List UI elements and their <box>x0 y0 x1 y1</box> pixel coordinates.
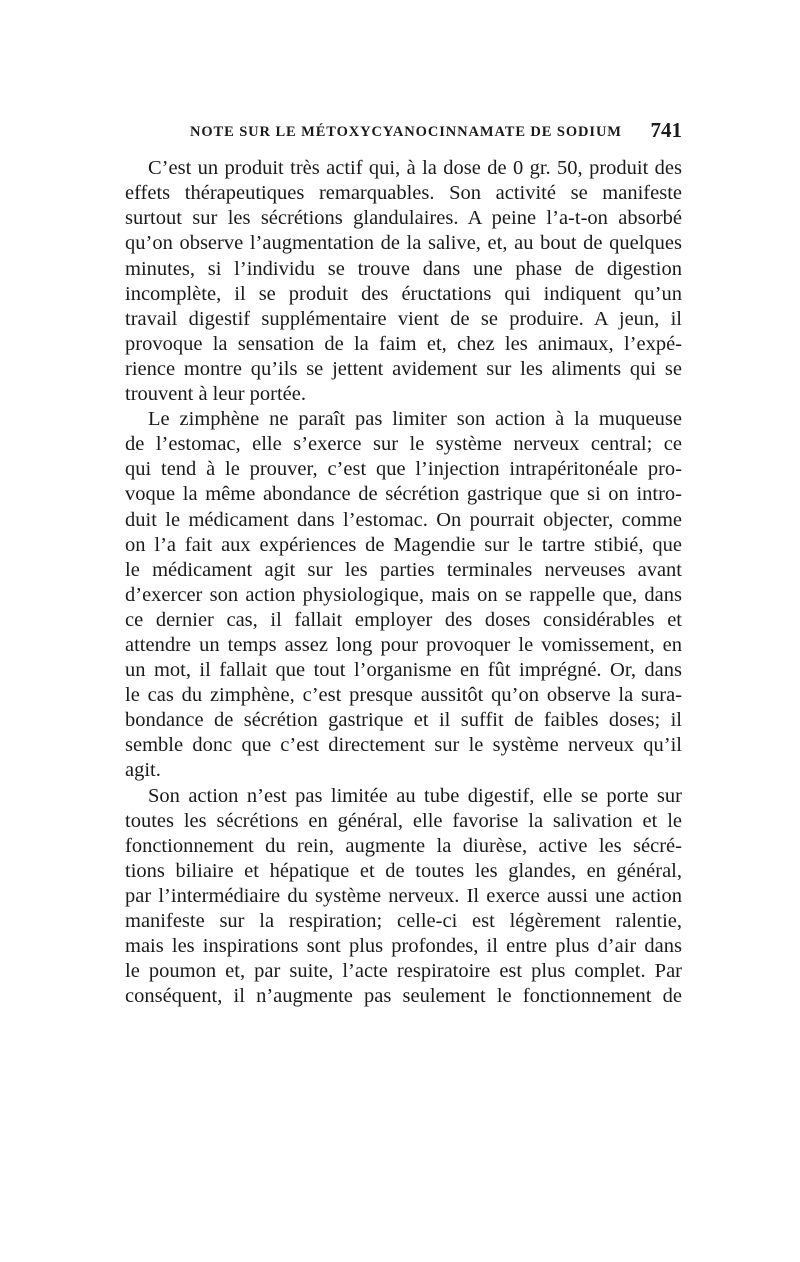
running-title: NOTE SUR LE MÉTOXYCYANOCINNAMATE DE SODIUM <box>190 124 622 140</box>
text-line: conséquent, il n’augmente pas seulement le fonctionnement de <box>125 985 682 1007</box>
text-line: toutes les sécrétions en général, elle favorise la salivation et le <box>125 810 682 832</box>
text-line: incomplète, il se produit des éructations qui indiquent qu’un <box>125 283 682 305</box>
text-line: agit. <box>125 759 161 781</box>
text-line: un mot, il fallait que tout l’organisme en fût imprégné. Or, dans <box>125 659 682 681</box>
text-line: ce dernier cas, il fallait employer des doses considérables et <box>125 609 682 631</box>
text-line: travail digestif supplémentaire vient de se produire. A jeun, il <box>125 308 682 330</box>
text-line: C’est un produit très actif qui, à la dose de 0 gr. 50, produit des <box>148 157 682 179</box>
page-number: 741 <box>650 118 682 142</box>
text-line: fonctionnement du rein, augmente la diurèse, active les sécré- <box>125 835 682 857</box>
text-line: qui tend à le prouver, c’est que l’injection intrapéritonéale pro- <box>125 458 682 480</box>
text-line: le médicament agit sur les parties terminales nerveuses avant <box>125 559 682 581</box>
text-line: attendre un temps assez long pour provoquer le vomissement, en <box>125 634 682 656</box>
text-line: effets thérapeutiques remarquables. Son activité se manifeste <box>125 182 682 204</box>
text-line: par l’intermédiaire du système nerveux. Il exerce aussi une action <box>125 885 682 907</box>
text-line: semble donc que c’est directement sur le système nerveux qu’il <box>125 734 682 756</box>
text-line: surtout sur les sécrétions glandulaires. A peine l’a-t-on absorbé <box>125 207 682 229</box>
running-head <box>190 118 682 146</box>
text-line: bondance de sécrétion gastrique et il suffit de faibles doses; il <box>125 709 682 731</box>
text-line: le poumon et, par suite, l’acte respiratoire est plus complet. Par <box>125 960 682 982</box>
text-line: minutes, si l’individu se trouve dans une phase de digestion <box>125 258 682 280</box>
text-line: tions biliaire et hépatique et de toutes les glandes, en général, <box>125 860 682 882</box>
text-line: de l’estomac, elle s’exerce sur le système nerveux central; ce <box>125 433 682 455</box>
text-line: provoque la sensation de la faim et, chez les animaux, l’expé- <box>125 333 682 355</box>
text-line: Son action n’est pas limitée au tube digestif, elle se porte sur <box>148 785 682 807</box>
text-line: qu’on observe l’augmentation de la salive, et, au bout de quelques <box>125 232 682 254</box>
text-line: manifeste sur la respiration; celle-ci est légèrement ralentie, <box>125 910 682 932</box>
text-line: trouvent à leur portée. <box>125 383 307 405</box>
text-line: le cas du zimphène, c’est presque aussitôt qu’on observe la sura- <box>125 684 682 706</box>
text-line: duit le médicament dans l’estomac. On pourrait objecter, comme <box>125 509 682 531</box>
text-line: on l’a fait aux expériences de Magendie sur le tartre stibié, que <box>125 534 682 556</box>
text-line: mais les inspirations sont plus profondes, il entre plus d’air dans <box>125 935 682 957</box>
text-line: d’exercer son action physiologique, mais on se rappelle que, dans <box>125 584 682 606</box>
text-line: voque la même abondance de sécrétion gastrique que si on intro- <box>125 483 682 505</box>
text-line: Le zimphène ne paraît pas limiter son action à la muqueuse <box>148 408 682 430</box>
text-line: rience montre qu’ils se jettent avidement sur les aliments qui se <box>125 358 682 380</box>
